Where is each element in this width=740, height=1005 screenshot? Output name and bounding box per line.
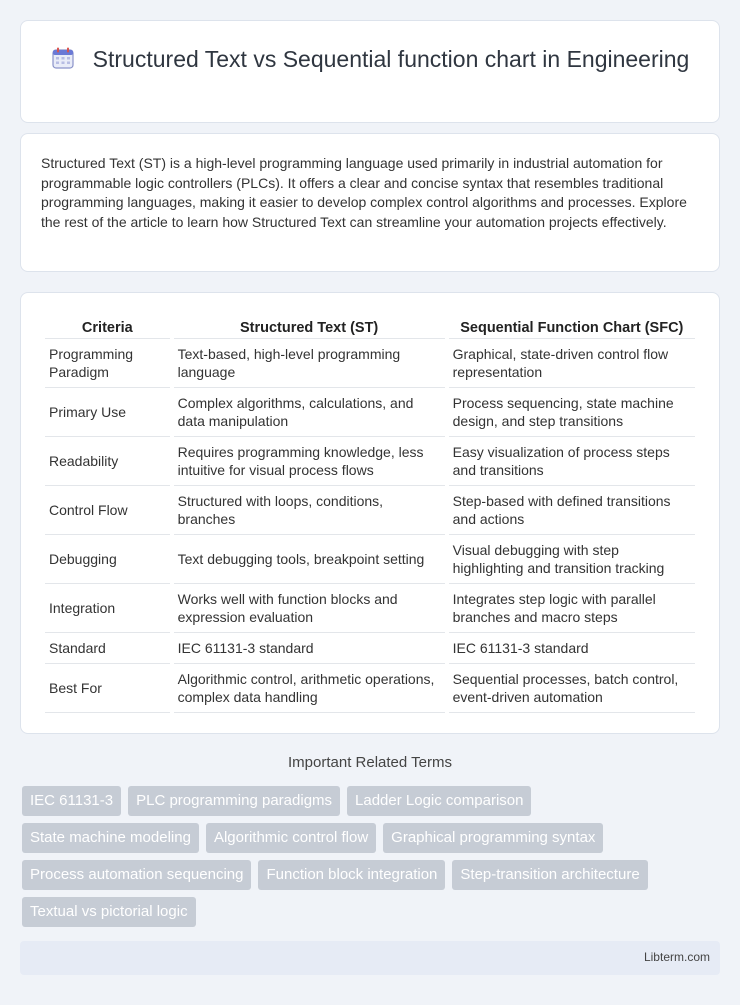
table-row (45, 535, 695, 584)
related-term-tag[interactable]: Graphical programming syntax (383, 823, 603, 853)
tag-row (22, 860, 712, 890)
criteria-cell: Best For (45, 664, 170, 713)
table-row (45, 388, 695, 437)
related-term-tag[interactable]: Process automation sequencing (22, 860, 251, 890)
table-row (45, 633, 695, 664)
st-cell: Complex algorithms, calculations, and data manipulation (174, 388, 445, 437)
sfc-cell: Sequential processes, batch control, event-driven automation (449, 664, 695, 713)
table-row (45, 339, 695, 388)
related-term-tag[interactable]: Function block integration (258, 860, 445, 890)
related-term-tag[interactable]: Step-transition architecture (452, 860, 647, 890)
table-row (45, 486, 695, 535)
st-cell: IEC 61131-3 standard (174, 633, 445, 664)
st-cell: Text debugging tools, breakpoint setting (174, 535, 445, 584)
criteria-cell: Readability (45, 437, 170, 486)
comparison-table (41, 313, 699, 713)
header-sfc: Sequential Function Chart (SFC) (449, 313, 695, 339)
criteria-cell: Control Flow (45, 486, 170, 535)
tag-row (22, 823, 712, 853)
header-structured-text: Structured Text (ST) (174, 313, 445, 339)
comparison-card (20, 292, 720, 734)
st-cell: Algorithmic control, arithmetic operations, complex data handling (174, 664, 445, 713)
tag-row (22, 897, 712, 927)
title-card (20, 20, 720, 123)
sfc-cell: Process sequencing, state machine design, and step transitions (449, 388, 695, 437)
st-cell: Works well with function blocks and expression evaluation (174, 584, 445, 633)
header-criteria: Criteria (45, 313, 170, 339)
page-title-text: Structured Text vs Sequential function chart in Engineering (92, 46, 690, 72)
sfc-cell: Easy visualization of process steps and transitions (449, 437, 695, 486)
footer (20, 941, 720, 975)
st-cell: Structured with loops, conditions, branches (174, 486, 445, 535)
sfc-cell: Step-based with defined transitions and actions (449, 486, 695, 535)
table-row (45, 664, 695, 713)
table-row (45, 437, 695, 486)
related-terms-list (22, 786, 712, 934)
sfc-cell: IEC 61131-3 standard (449, 633, 695, 664)
criteria-cell: Standard (45, 633, 170, 664)
criteria-cell: Integration (45, 584, 170, 633)
sfc-cell: Visual debugging with step highlighting and transition tracking (449, 535, 695, 584)
table-header-row (45, 313, 695, 339)
page-title (21, 45, 719, 74)
intro-paragraph: Structured Text (ST) is a high-level programming language used primarily in industrial automation for programmable logic controllers (PLCs). It offers a clear and concise syntax that resembles traditional programming languages, making it easier to develop complex control algorithms and processes. Explore the rest of the article to learn how Structured Text can streamline your automation projects effectively. (41, 155, 687, 230)
related-term-tag[interactable]: Algorithmic control flow (206, 823, 376, 853)
calendar-icon (51, 46, 75, 70)
intro-card (20, 133, 720, 272)
st-cell: Text-based, high-level programming language (174, 339, 445, 388)
sfc-cell: Graphical, state-driven control flow representation (449, 339, 695, 388)
criteria-cell: Primary Use (45, 388, 170, 437)
footer-site-link[interactable]: Libterm.com (643, 950, 710, 964)
table-row (45, 584, 695, 633)
related-term-tag[interactable]: State machine modeling (22, 823, 199, 853)
related-terms-title: Important Related Terms (288, 754, 452, 771)
sfc-cell: Integrates step logic with parallel branches and macro steps (449, 584, 695, 633)
related-term-tag[interactable]: Ladder Logic comparison (347, 786, 531, 816)
criteria-cell: Programming Paradigm (45, 339, 170, 388)
related-term-tag[interactable]: Textual vs pictorial logic (22, 897, 196, 927)
tag-row (22, 786, 712, 816)
criteria-cell: Debugging (45, 535, 170, 584)
related-term-tag[interactable]: IEC 61131-3 (22, 786, 121, 816)
st-cell: Requires programming knowledge, less intuitive for visual process flows (174, 437, 445, 486)
related-term-tag[interactable]: PLC programming paradigms (128, 786, 340, 816)
